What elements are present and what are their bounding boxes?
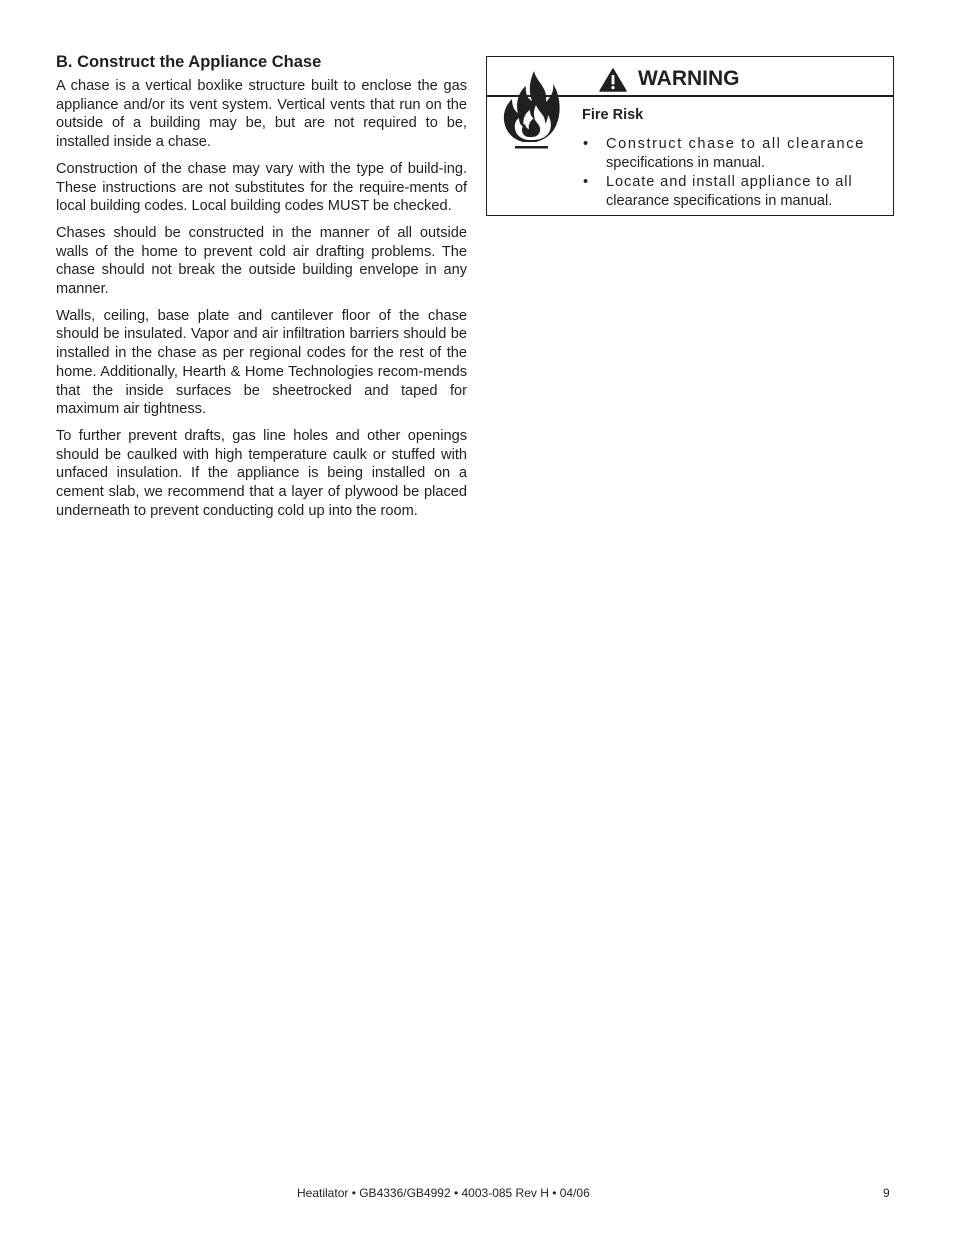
warning-item-line-2: specifications in manual.: [606, 155, 765, 171]
warning-title: WARNING: [638, 67, 740, 90]
footer-text: Heatilator • GB4336/GB4992 • 4003-085 Rev H • 04/06: [297, 1186, 590, 1200]
section-title: B. Construct the Appliance Chase: [56, 53, 322, 71]
page-number: 9: [883, 1186, 890, 1200]
chase-section: [56, 52, 467, 528]
paragraph-drafts: To further prevent drafts, gas line holes and other openings should be caulked with high temperature caulk or stuffed with unfaced insulation. If the appliance is being installed on a cement slab, we recommend that a layer of plywood be placed underneath to prevent conducting cold up into the room.: [56, 427, 467, 519]
bullet-icon: •: [583, 136, 589, 152]
bullet-icon: •: [583, 174, 589, 190]
warning-item-line-2: clearance specifications in manual.: [606, 193, 833, 209]
paragraph-insulation: Walls, ceiling, base plate and cantilever floor of the chase should be insulated. Vapor and air infiltration barriers should be installed in the chase as per regional codes for the rest of the home. Additionally, Hearth & Home Technologies recom-mends that the inside surfaces be sheetrocked and taped for maximum air tightness.: [56, 307, 467, 418]
warning-triangle-icon: [599, 68, 627, 92]
paragraph-chase-definition: A chase is a vertical boxlike structure built to enclose the gas appliance and/or its vent system. Vertical vents that run on the outside of a building may be, but are not required to be, installed inside a chase.: [56, 78, 467, 151]
paragraph-building-codes: Construction of the chase may vary with the type of build-ing. These instructions are not substitutes for the require-ments of local building codes. Local building codes MUST be checked.: [56, 160, 467, 215]
paragraph-outside-walls: Chases should be constructed in the manner of all outside walls of the home to prevent cold air drafting problems. The chase should not break the outside building envelope in any manner.: [56, 224, 467, 298]
warning-item-line-1: Construct chase to all clearance: [606, 136, 865, 152]
warning-item-line-1: Locate and install appliance to all: [606, 174, 853, 190]
warning-item: [583, 173, 881, 211]
warning-box: [486, 56, 894, 216]
warning-item: [583, 135, 881, 173]
fire-risk-label: Fire Risk: [582, 107, 644, 123]
fire-hazard-icon: [501, 69, 561, 151]
warning-list: [583, 135, 881, 211]
